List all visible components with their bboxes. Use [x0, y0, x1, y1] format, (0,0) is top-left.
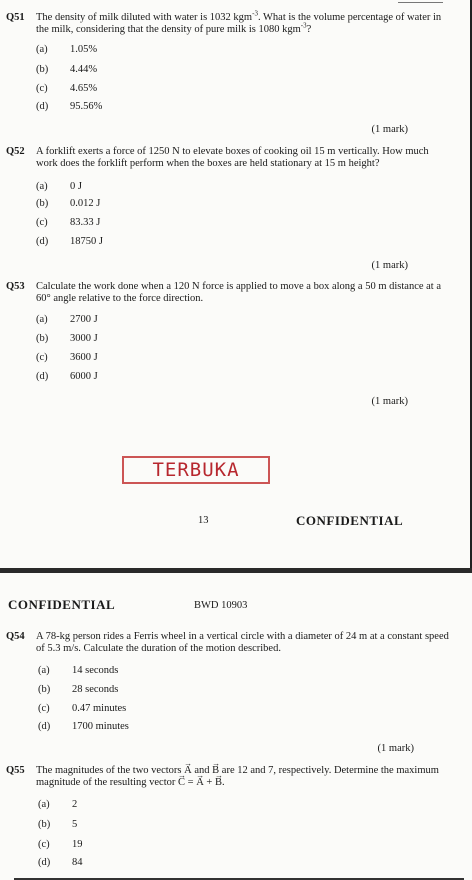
question-51: [6, 9, 448, 35]
mark-label: (1 mark): [377, 743, 414, 754]
mark-label: (1 mark): [371, 260, 408, 271]
question-54: [6, 631, 450, 654]
question-number: Q52: [6, 146, 25, 157]
vector-b: → B: [215, 777, 222, 789]
vector-a: → A: [184, 765, 192, 777]
mark-label: (1 mark): [371, 396, 408, 407]
vector-b: → B: [212, 765, 219, 777]
exam-page-13: Q51 The density of milk diluted with water is 1032 kgm$^{-3}$. What is the volume percentage of water in the milk, considering that the density of pure milk is 1080 kgm$^{-3}$? (a) 1.05% (b) 4.44% (c) 4.65% (d) 95.56% (1 mark) Q52 A forklift exerts a force of 1250 N to elevate boxes of cooking oil 15 m vertically. How much work does the forklift perform when the boxes are held stationary at 15 m height? (a) 0 J (b) 0.012 J (c) 83.33 J (d) 18750 J (1 mark) Q53 Calculate the work done when a 120 N force is applied to move a box along a 50 m distance at a 60° angle relative to the force direction. (a) 2700 J (b) 3000 J (c) 3600 J (d) 6000 J (1 mark) TERBUKA 13 CONFIDENTIAL: [0, 0, 472, 568]
question-number: Q54: [6, 631, 25, 642]
question-text: A 78-kg person rides a Ferris wheel in a vertical circle with a diameter of 24 m at a constant speed of 5.3 m/s. Calculate the duration of the motion described.: [36, 631, 449, 654]
confidential-header: CONFIDENTIAL: [8, 597, 116, 612]
question-52: [6, 146, 448, 169]
top-rule: [398, 2, 443, 3]
question-53: [6, 281, 448, 304]
question-55: [6, 765, 450, 788]
terbuka-stamp: TERBUKA: [122, 456, 270, 484]
page-number: 13: [198, 515, 209, 526]
course-code: BWD 10903: [194, 600, 248, 611]
vector-a: → A: [196, 777, 204, 789]
question-text: A forklift exerts a force of 1250 N to elevate boxes of cooking oil 15 m vertically. How much work does the forklift perform when the boxes are held stationary at 15 m height?: [36, 146, 429, 169]
question-text: The magnitudes of the two vectors → A and → B are 12 and 7, respectively. Determine the maximum magnitude of the resulting vector → C = → A + → B.: [36, 765, 450, 788]
question-text: The density of milk diluted with water is 1032 kgm$^{-3}$. What is the volume percentage of water in the milk, considering that the density of pure milk is 1080 kgm$^{-3}$?: [36, 9, 442, 35]
question-number: Q55: [6, 765, 25, 776]
mark-label: (1 mark): [371, 124, 408, 135]
exam-page-14: CONFIDENTIAL BWD 10903 Q54 A 78-kg person rides a Ferris wheel in a vertical circle with a diameter of 24 m at a constant speed of 5.3 m/s. Calculate the duration of the motion described. (a) 14 seconds (b) 28 seconds (c) 0.47 minutes (d) 1700 minutes (1 mark) Q55 The magnitudes of the two vectors → A and → B are 12 and 7, respectively. Determine the maximum magnitude of the resulting vector → C = → A + → B. (a) 2 (b) 5 (c) 19 (d) 84: [0, 573, 472, 880]
question-number: Q51: [6, 12, 25, 23]
question-text: Calculate the work done when a 120 N force is applied to move a box along a 50 m distance at a 60° angle relative to the force direction.: [36, 281, 441, 304]
question-number: Q53: [6, 281, 25, 292]
vector-c: → C: [178, 777, 185, 789]
confidential-footer: CONFIDENTIAL: [296, 513, 404, 528]
